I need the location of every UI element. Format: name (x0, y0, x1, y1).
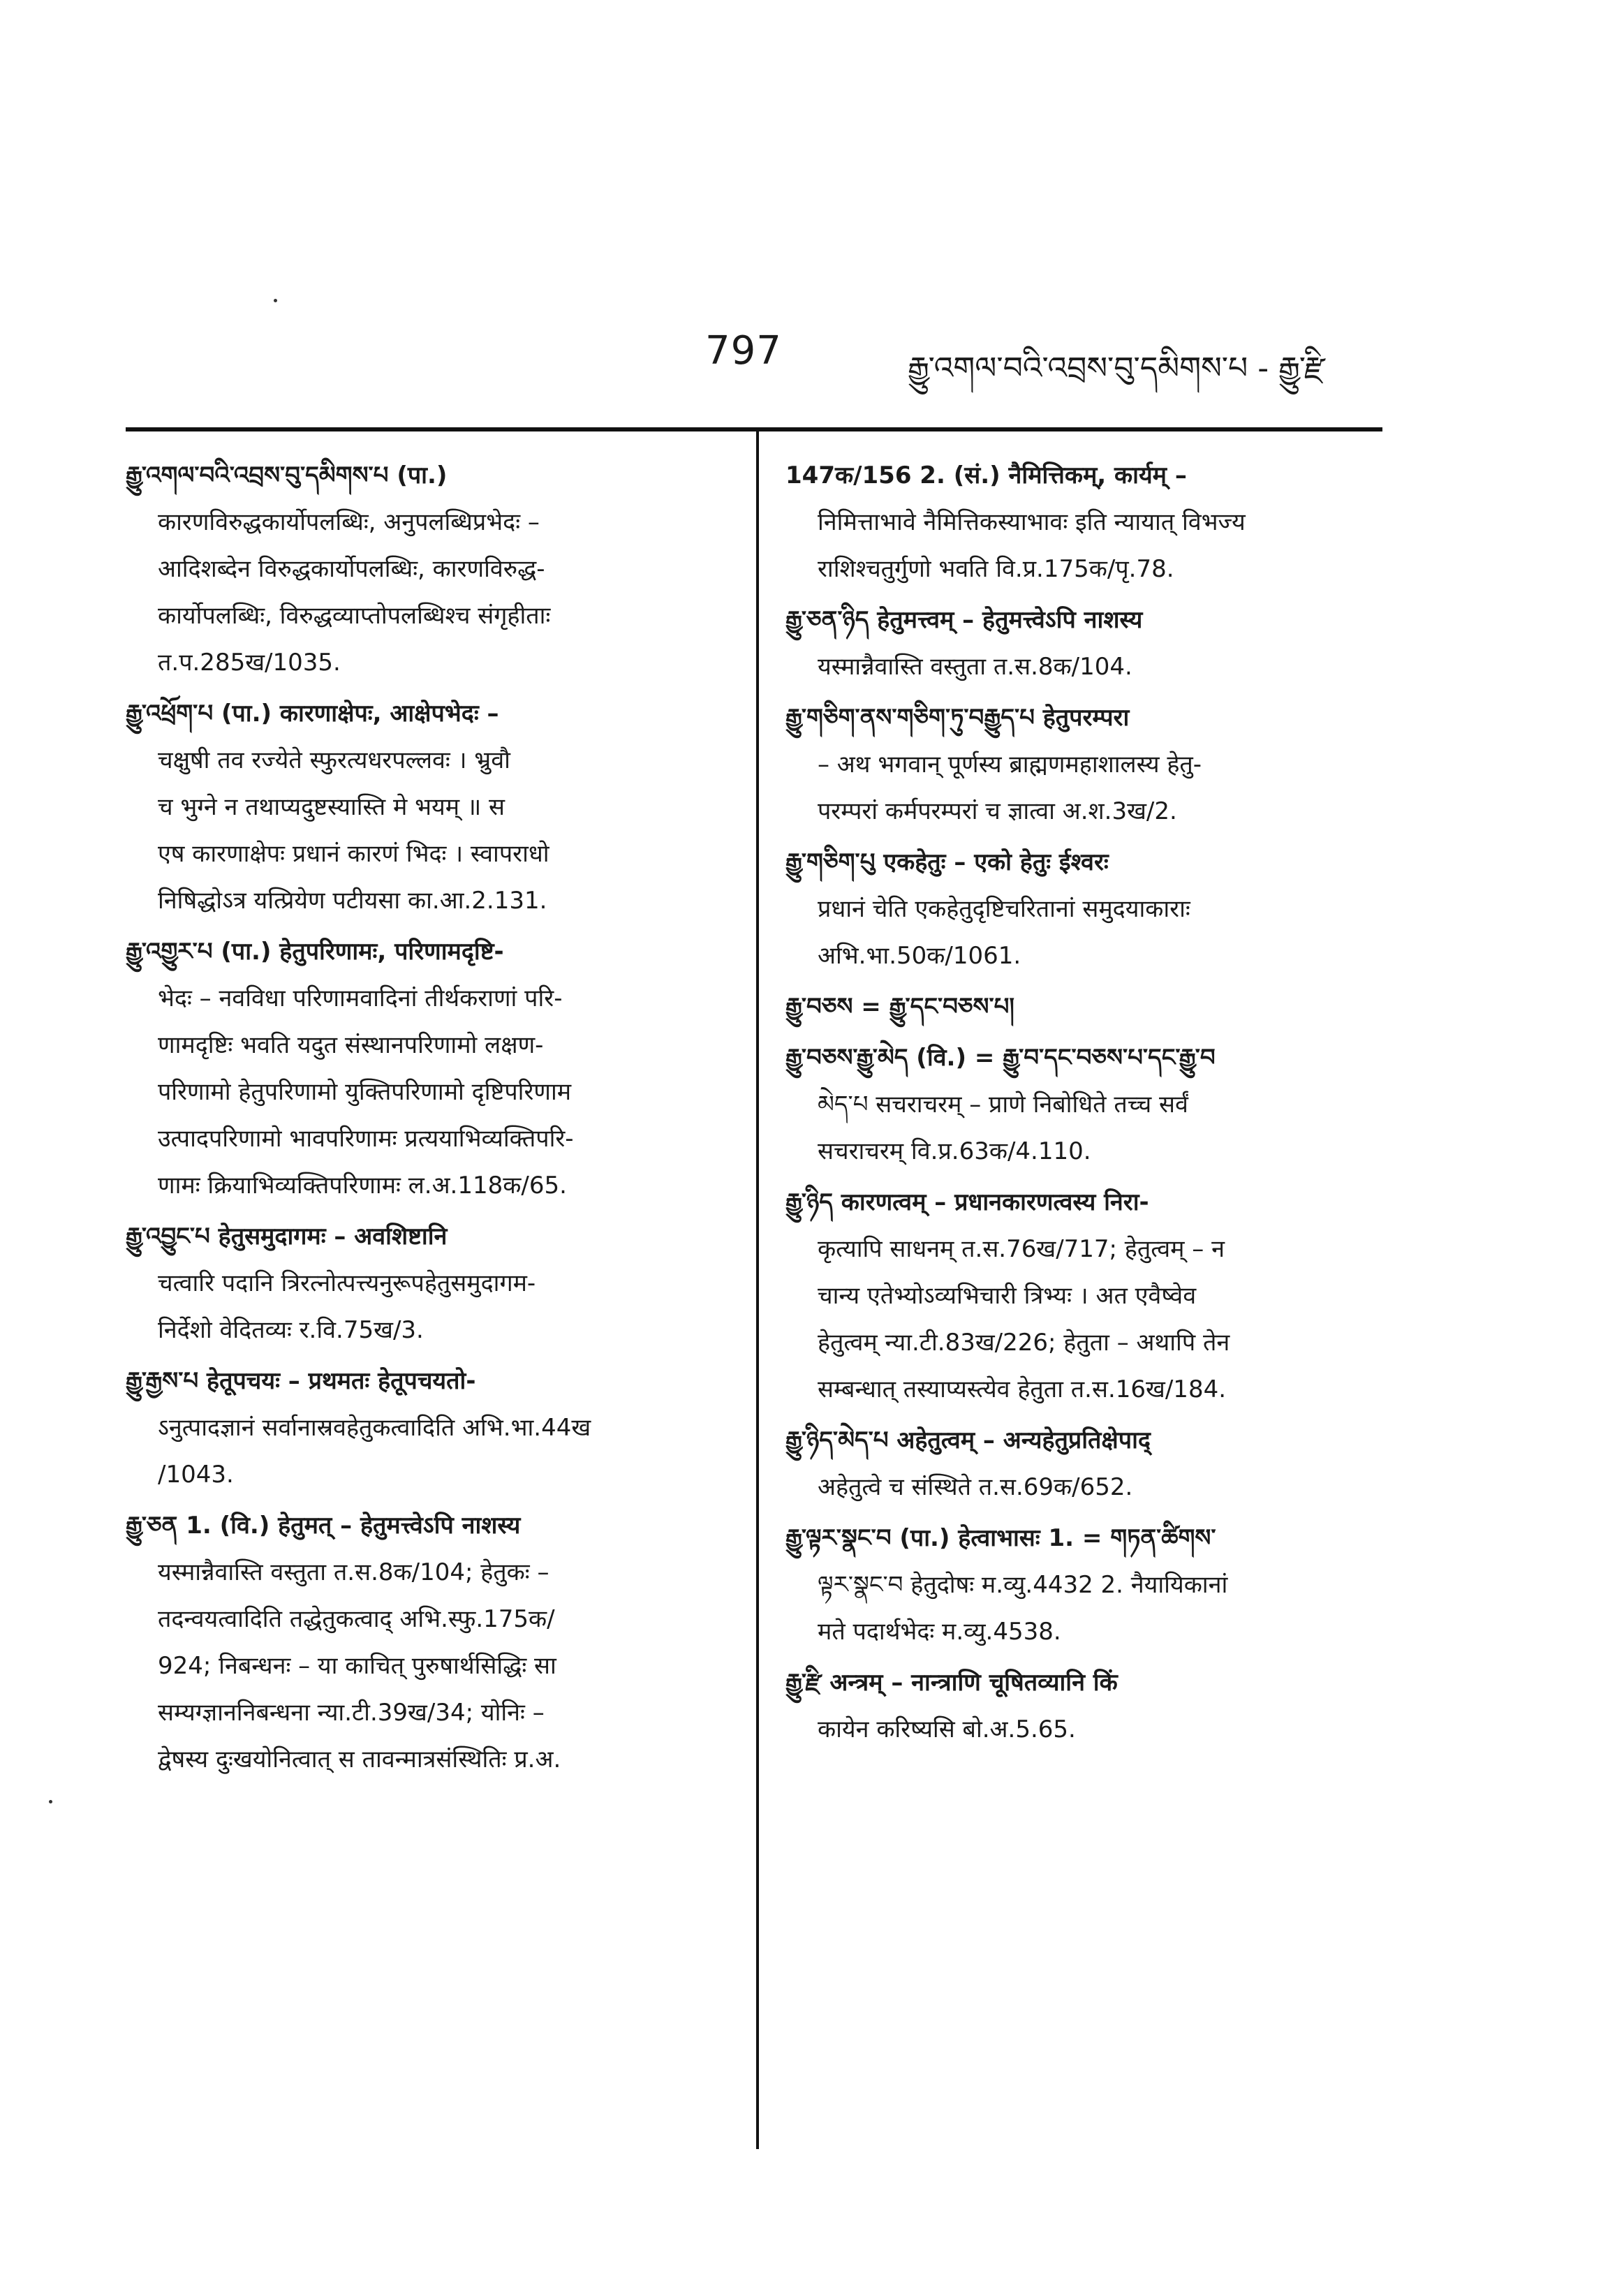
entry-text-line: यस्मान्नैवास्ति वस्तुता त.स.8क/104. (818, 653, 1132, 681)
entry-headword-line: རྒྱུ་ཉིད་མེད་པ अहेतुत्वम् – अन्यहेतुप्रतिक्षेपाद् (785, 1426, 1151, 1454)
dictionary-entry (785, 1515, 1379, 1655)
entry-headword-line: རྒྱུ་ཅན་ཉིད हेतुमत्त्वम् – हेतुमत्त्वेऽपि नाशस्य (785, 606, 1143, 634)
left-column (126, 452, 726, 1787)
entry-text-line: चक्षुषी तव रज्येते स्फुरत्यधरपल्लवः । भ्रुवौ (158, 746, 510, 774)
entry-text-line: सम्यग्ज्ञाननिबन्धना न्या.टी.39ख/34; योनिः – (158, 1699, 545, 1727)
entry-text-line: परिणामो हेतुपरिणामो युक्तिपरिणामो दृष्टिपरिणाम (158, 1078, 572, 1106)
entry-text-line: णामदृष्टिः भवति यदुत संस्थानपरिणामो लक्षण- (158, 1031, 544, 1059)
entry-text-line: हेतुत्वम् न्या.टी.83ख/226; हेतुता – अथापि तेन (818, 1329, 1230, 1357)
dictionary-entry (785, 1179, 1379, 1413)
dictionary-entry (126, 929, 726, 1209)
column-divider (756, 431, 759, 2149)
right-column (785, 452, 1379, 1757)
entry-headword-line: རྒྱུ་འབྱུང་པ हेतुसमुदागमः – अवशिष्टानि (126, 1223, 448, 1250)
entry-text-line: कार्योपलब्धिः, विरुद्धव्याप्तोपलब्धिश्च संगृहीताः (158, 602, 551, 630)
entry-text-line: राशिश्चतुर्गुणो भवति वि.प्र.175क/पृ.78. (818, 555, 1174, 583)
print-speck (274, 299, 277, 302)
dictionary-entry (126, 1358, 726, 1498)
entry-text-line: चत्वारि पदानि त्रिरत्नोत्पत्त्यनुरूपहेतुसमुदागम- (158, 1269, 536, 1297)
dictionary-entry (785, 1035, 1379, 1175)
dictionary-entry (126, 691, 726, 924)
entry-headword-line: རྒྱུ་བཅས་རྒྱུ་མེད (वि.) = རྒྱུ་བ་དང་བཅས་པ་དང་རྒྱུ་བ (785, 1044, 1216, 1072)
dictionary-entry (785, 452, 1379, 593)
entry-headword-line: རྒྱུ་བཅས = རྒྱུ་དང་བཅས་པ། (785, 993, 1014, 1021)
entry-text-line: ལྟར་སྣང་བ हेतुदोषः म.व्यु.4432 2. नैयायिकानां (818, 1571, 1228, 1599)
entry-headword-line: རྒྱུ་རྫི अन्त्रम् – नान्त्राणि चूषितव्यानि किं (785, 1669, 1118, 1697)
entry-text-line: कायेन करिष्यसि बो.अ.5.65. (818, 1715, 1076, 1743)
entry-text-line: त.प.285ख/1035. (158, 649, 341, 677)
entry-text-line: उत्पादपरिणामो भावपरिणामः प्रत्ययाभिव्यक्तिपरि- (158, 1125, 574, 1153)
entry-text-line: परम्परां कर्मपरम्परां च ज्ञात्वा अ.श.3ख/2. (818, 797, 1177, 825)
dictionary-entry (785, 695, 1379, 835)
entry-text-line: अभि.भा.50क/1061. (818, 942, 1021, 970)
entry-text-line: द्वेषस्य दुःखयोनित्वात् स तावन्मात्रसंस्थितिः प्र.अ. (158, 1746, 561, 1773)
entry-headword-line: རྒྱུ་འཕྲོག་པ (पा.) कारणाक्षेपः, आक्षेपभेदः – (126, 700, 499, 728)
entry-text-line: सचराचरम् वि.प्र.63क/4.110. (818, 1137, 1091, 1165)
entry-text-line: – अथ भगवान् पूर्णस्य ब्राह्मणमहाशालस्य हेतु- (818, 751, 1202, 778)
entry-text-line: कृत्यापि साधनम् त.स.76ख/717; हेतुत्वम् – न (818, 1235, 1225, 1263)
entry-headword-line: རྒྱུ་ཉིད कारणत्वम् – प्रधानकारणत्वस्य निरा- (785, 1188, 1149, 1216)
entry-text-line: 924; निबन्धनः – या काचित् पुरुषार्थसिद्धिः सा (158, 1652, 556, 1680)
dictionary-entry (785, 1660, 1379, 1753)
entry-headword-line: རྒྱུ་ཅན 1. (वि.) हेतुमत् – हेतुमत्त्वेऽपि नाशस्य (126, 1512, 521, 1540)
dictionary-entry (785, 984, 1379, 1031)
dictionary-entry (785, 1417, 1379, 1511)
dictionary-entry (785, 839, 1379, 980)
entry-headword-line: རྒྱུ་ལྟར་སྣང་བ (पा.) हेत्वाभासः 1. = གཏན་ཚིགས་ (785, 1524, 1216, 1552)
page-number: 797 (705, 328, 782, 374)
dictionary-entry (126, 1213, 726, 1354)
entry-text-line: कारणविरुद्धकार्योपलब्धिः, अनुपलब्धिप्रभेदः – (158, 508, 540, 536)
entry-headword-line: རྒྱུ་འགྱུར་པ (पा.) हेतुपरिणामः, परिणामदृष्टि- (126, 938, 504, 966)
header-rule (126, 427, 1382, 431)
entry-headword-line: རྒྱུ་གཅིག་པུ एकहेतुः – एको हेतुः ईश्वरः (785, 848, 1109, 876)
entry-text-line: मते पदार्थभेदः म.व्यु.4538. (818, 1618, 1061, 1646)
entry-text-line: आदिशब्देन विरुद्धकार्योपलब्धिः, कारणविरुद्ध- (158, 555, 545, 583)
entry-text-line: अहेतुत्वे च संस्थिते त.स.69क/652. (818, 1473, 1133, 1501)
entry-text-line: च भुग्ने न तथाप्यदुष्टस्यास्ति मे भयम् ॥ स (158, 793, 505, 821)
entry-text-line: निषिद्धोऽत्र यत्प्रियेण पटीयसा का.आ.2.131. (158, 887, 547, 915)
entry-text-line: भेदः – नवविधा परिणामवादिनां तीर्थकराणां परि- (158, 984, 563, 1012)
entry-headword-line: རྒྱུ་གཅིག་ནས་གཅིག་ཏུ་བརྒྱུད་པ हेतुपरम्परा (785, 704, 1130, 732)
entry-headword-line: 147क/156 2. (सं.) नैमित्तिकम्, कार्यम् – (785, 462, 1187, 489)
entry-text-line: མེད་པ सचराचरम् – प्राणे निबोधिते तच्च सर्वं (818, 1091, 1188, 1119)
entry-text-line: प्रधानं चेति एकहेतुदृष्टिचरितानां समुदयाकाराः (818, 895, 1190, 923)
entry-text-line: णामः क्रियाभिव्यक्तिपरिणामः ल.अ.118क/65. (158, 1172, 567, 1200)
entry-text-line: निर्देशो वेदितव्यः र.वि.75ख/3. (158, 1316, 424, 1344)
entry-text-line: तदन्वयत्वादिति तद्धेतुकत्वाद् अभि.स्फु.175क/ (158, 1605, 555, 1633)
entry-text-line: सम्बन्धात् तस्याप्यस्त्येव हेतुता त.स.16ख/184. (818, 1375, 1227, 1403)
entry-headword-line: རྒྱུ་རྒྱས་པ हेतूपचयः – प्रथमतः हेतूपचयतो- (126, 1367, 476, 1395)
entry-text-line: निमित्ताभावे नैमित्तिकस्याभावः इति न्यायात् विभज्य (818, 508, 1246, 536)
dictionary-entry (126, 1503, 726, 1783)
entry-text-line: एष कारणाक्षेपः प्रधानं कारणं भिदः । स्वापराधो (158, 840, 549, 868)
running-head: རྒྱུ་འགལ་བའི་འབྲས་བུ་དམིགས་པ - རྒྱུ་རྫི (908, 350, 1325, 386)
dictionary-entry (785, 597, 1379, 691)
entry-text-line: ऽनुत्पादज्ञानं सर्वानास्रवहेतुकत्वादिति अभि.भा.44ख (158, 1414, 591, 1442)
entry-text-line: चान्य एतेभ्योऽव्यभिचारी त्रिभ्यः । अत एवैष्वेव (818, 1282, 1197, 1310)
dictionary-entry (126, 452, 726, 686)
entry-text-line: यस्मान्नैवास्ति वस्तुता त.स.8क/104; हेतुकः – (158, 1558, 549, 1586)
entry-text-line: /1043. (158, 1461, 234, 1489)
print-speck (49, 1800, 52, 1803)
entry-headword-line: རྒྱུ་འགལ་བའི་འབྲས་བུ་དམིགས་པ (पा.) (126, 462, 448, 489)
